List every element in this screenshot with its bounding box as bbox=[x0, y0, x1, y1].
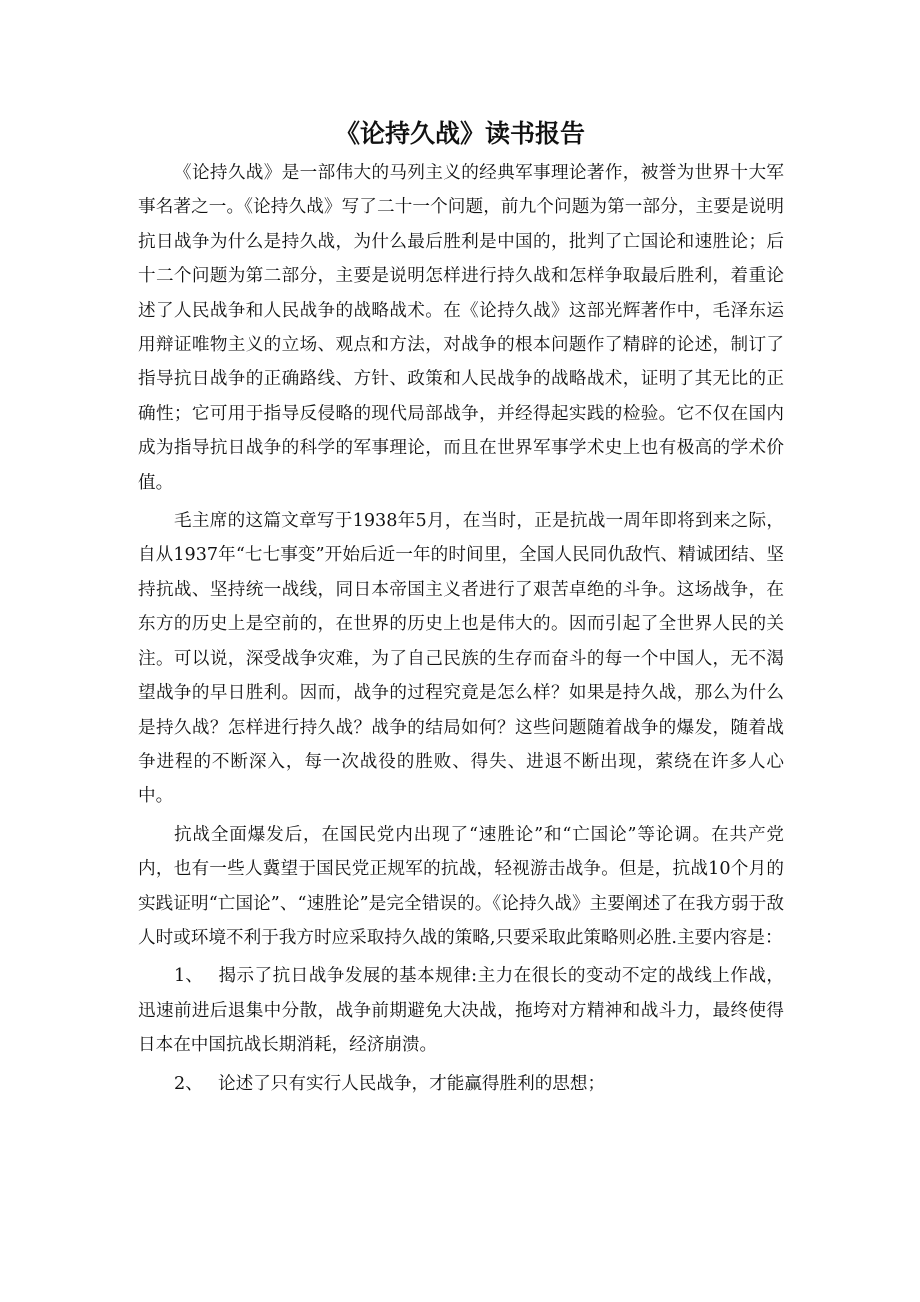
paragraph-1: 《论持久战》是一部伟大的马列主义的经典军事理论著作，被誉为世界十大军事名著之一。《论持久战》写了二十一个问题，前九个问题为第一部分，主要是说明抗日战争为什么是持久战，为什么最后胜利是中国的，批判了亡国论和速胜论；后十二个问题为第二部分，主要是说明怎样进行持久战和怎样争取最后胜利，着重论述了人民战争和人民战争的战略战术。在《论持久战》这部光辉著作中，毛泽东运用辩证唯物主义的立场、观点和方法，对战争的根本问题作了精辟的论述，制订了指导抗日战争的正确路线、方针、政策和人民战争的战略战术，证明了其无比的正确性；它可用于指导反侵略的现代局部战争，并经得起实践的检验。它不仅在国内成为指导抗日战争的科学的军事理论，而且在世界军事学术史上也有极高的学术价值。 bbox=[138, 163, 784, 493]
paragraph-2: 毛主席的这篇文章写于1938年5月，在当时，正是抗战一周年即将到来之际，自从1937年“七七事变”开始后近一年的时间里，全国人民同仇敌忾、精诚团结、坚持抗战、坚持统一战线，同日本帝国主义者进行了艰苦卓绝的斗争。这场战争，在东方的历史上是空前的，在世界的历史上也是伟大的。因而引起了全世界人民的关注。可以说，深受战争灾难，为了自己民族的生存而奋斗的每一个中国人，无不渴望战争的早日胜利。因而，战争的过程究竟是怎么样？如果是持久战，那么为什么是持久战？怎样进行持久战？战争的结局如何？这些问题随着战争的爆发，随着战争进程的不断深入，每一次战役的胜败、得失、进退不断出现，萦绕在许多人心中。 bbox=[138, 511, 784, 807]
paragraph-3: 抗战全面爆发后，在国民党内出现了“速胜论”和“亡国论”等论调。在共产党内，也有一些人冀望于国民党正规军的抗战，轻视游击战争。但是，抗战10个月的实践证明“亡国论”、“速胜论”是完全错误的。《论持久战》主要阐述了在我方弱于敌人时或环境不利于我方时应采取持久战的策略,只要采取此策略则必胜.主要内容是： bbox=[138, 824, 784, 948]
document-body bbox=[138, 156, 784, 1105]
list-item-1-number: 1、 bbox=[174, 966, 203, 987]
list-item-1 bbox=[138, 959, 784, 1062]
list-item-2-number: 2、 bbox=[174, 1073, 203, 1094]
document-title: 《论持久战》读书报告 bbox=[334, 119, 585, 148]
list-item-2-text: 论述了只有实行人民战争，才能赢得胜利的思想； bbox=[218, 1073, 606, 1094]
list-item-1-text: 揭示了抗日战争发展的基本规律:主力在很长的变动不定的战线上作战，迅速前进后退集中分散，战争前期避免大决战，拖垮对方精神和战斗力，最终使得日本在中国抗战长期消耗，经济崩溃。 bbox=[138, 966, 784, 1056]
list-item-2 bbox=[138, 1067, 784, 1101]
